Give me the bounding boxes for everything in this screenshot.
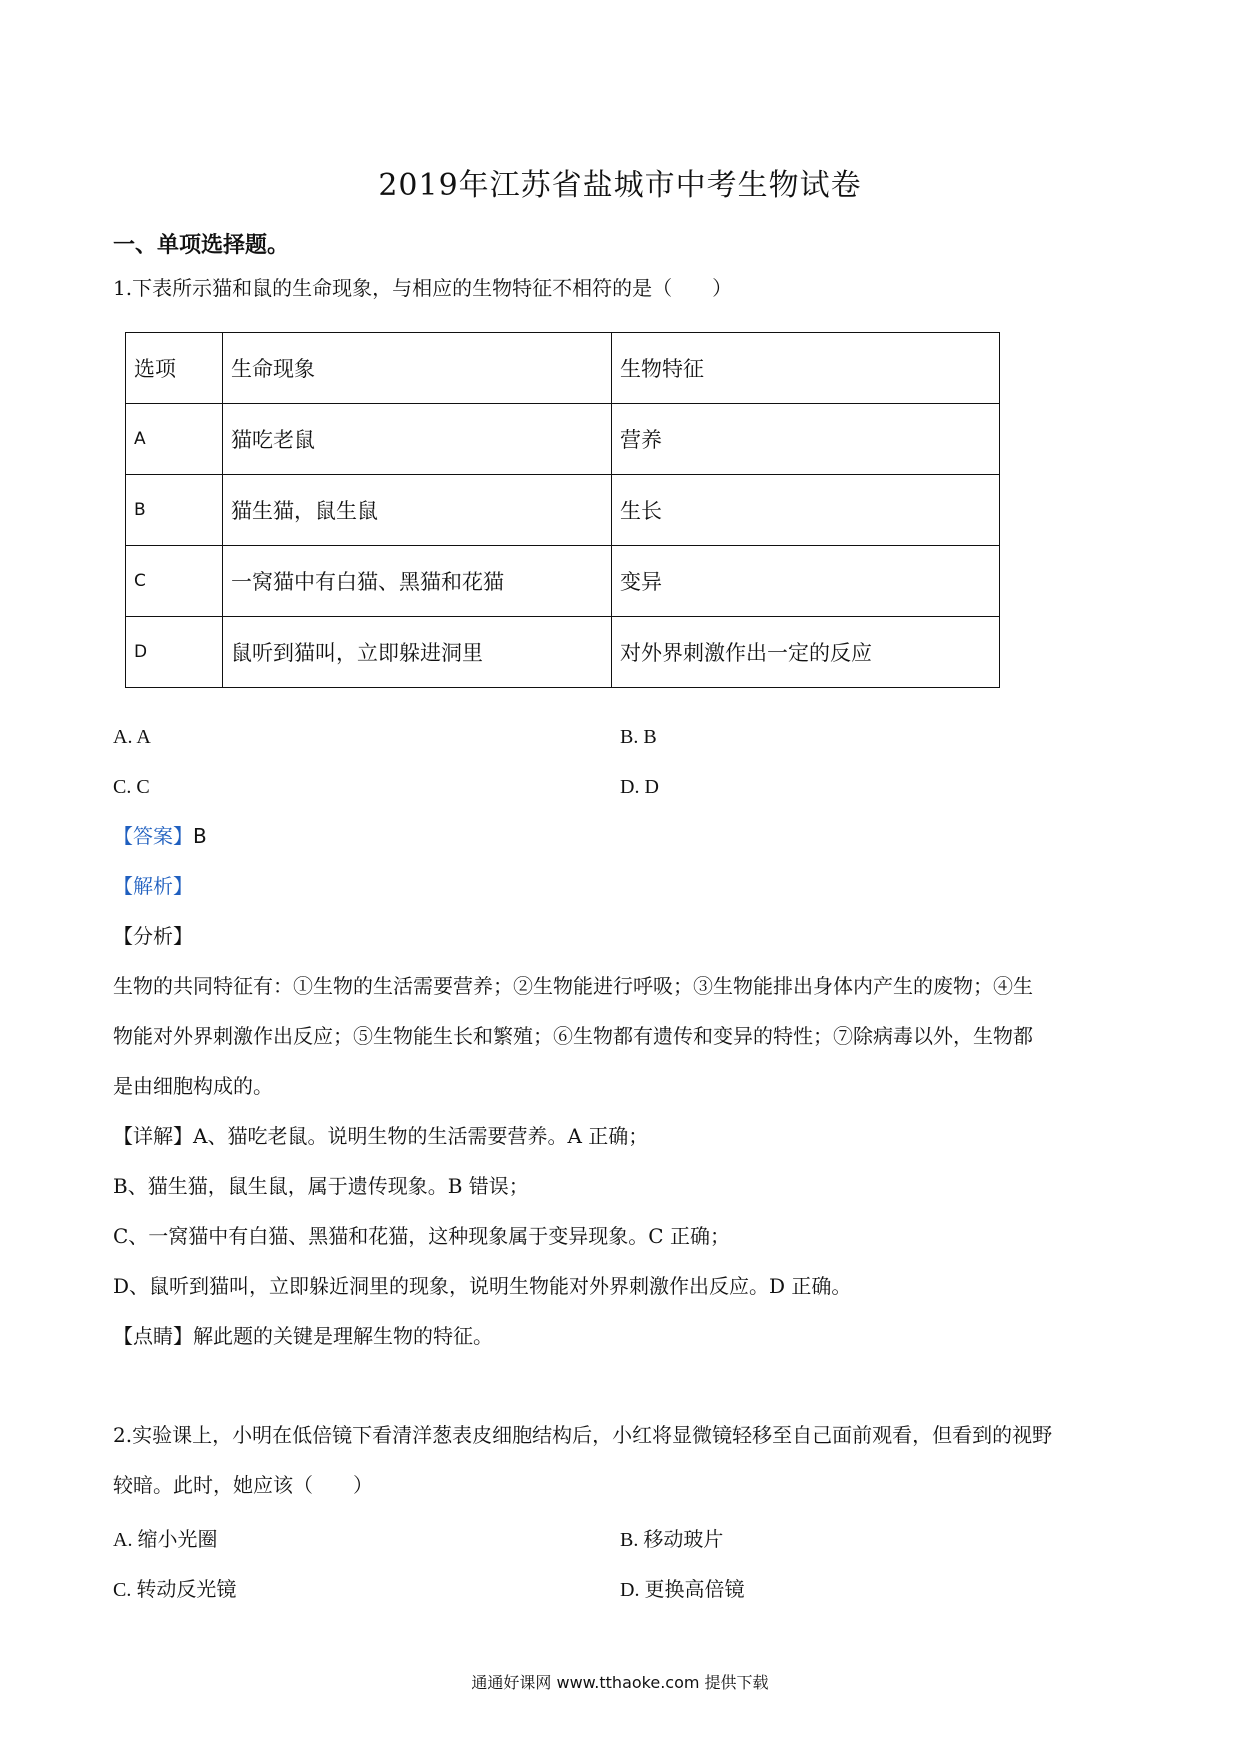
- page-footer: 通通好课网 www.tthaoke.com 提供下载: [471, 1673, 769, 1692]
- fenxi-line: 生物的共同特征有：①生物的生活需要营养；②生物能进行呼吸；③生物能排出身体内产生的废物；④生: [113, 974, 1033, 998]
- question-1-option-a: A. A: [113, 726, 151, 748]
- question-2-option-b: B. 移动玻片: [620, 1529, 724, 1551]
- question-2-option-c: C. 转动反光镜: [113, 1579, 237, 1601]
- answer-value: B: [193, 824, 207, 848]
- table-cell-phenomenon: 鼠听到猫叫，立即躲进洞里: [223, 617, 612, 688]
- table-cell-phenomenon: 猫吃老鼠: [223, 404, 612, 475]
- question-1-table: [125, 332, 1000, 688]
- table-cell-feature: 营养: [612, 404, 1000, 475]
- detail-line: D、鼠听到猫叫，立即躲近洞里的现象，说明生物能对外界刺激作出反应。D 正确。: [113, 1274, 852, 1298]
- question-2-stem-line: 2.实验课上，小明在低倍镜下看清洋葱表皮细胞结构后，小红将显微镜轻移至自己面前观看，但看到的视野: [113, 1423, 1053, 1447]
- detail-line: 【详解】A、猫吃老鼠。说明生物的生活需要营养。A 正确；: [113, 1124, 649, 1148]
- question-2-option-a: A. 缩小光圈: [113, 1529, 218, 1551]
- question-2-option-d: D. 更换高倍镜: [620, 1579, 745, 1601]
- answer-line: [113, 822, 1143, 850]
- table-header-row: [126, 333, 1000, 404]
- table-cell-phenomenon: 一窝猫中有白猫、黑猫和花猫: [223, 546, 612, 617]
- question-2-stem-line: 较暗。此时，她应该（ ）: [113, 1473, 373, 1497]
- table-cell-option: D: [126, 617, 223, 688]
- table-cell-phenomenon: 猫生猫，鼠生鼠: [223, 475, 612, 546]
- table-row: [126, 475, 1000, 546]
- fenxi-line: 是由细胞构成的。: [113, 1074, 273, 1098]
- table-row: [126, 404, 1000, 475]
- table-row: [126, 617, 1000, 688]
- detail-line: C、一窝猫中有白猫、黑猫和花猫，这种现象属于变异现象。C 正确；: [113, 1224, 730, 1248]
- table-header-cell: 生物特征: [612, 333, 1000, 404]
- answer-label: 【答案】: [113, 824, 193, 848]
- table-row: [126, 546, 1000, 617]
- table-cell-option: B: [126, 475, 223, 546]
- table-cell-option: C: [126, 546, 223, 617]
- table-header-cell: 选项: [126, 333, 223, 404]
- question-1-option-d: D. D: [620, 776, 659, 798]
- dianjing-line: 【点睛】解此题的关键是理解生物的特征。: [113, 1324, 493, 1348]
- fenxi-line: 物能对外界刺激作出反应；⑤生物能生长和繁殖；⑥生物都有遗传和变异的特性；⑦除病毒以外，生物都: [113, 1024, 1033, 1048]
- table-cell-feature: 对外界刺激作出一定的反应: [612, 617, 1000, 688]
- section-heading: 一、单项选择题。: [113, 232, 290, 258]
- fenxi-label: 【分析】: [113, 924, 193, 948]
- question-1-stem: 1.下表所示猫和鼠的生命现象，与相应的生物特征不相符的是（ ）: [113, 276, 733, 300]
- table-header-cell: 生命现象: [223, 333, 612, 404]
- page-title: 2019年江苏省盐城市中考生物试卷: [378, 168, 862, 203]
- detail-line: B、猫生猫，鼠生鼠，属于遗传现象。B 错误；: [113, 1174, 529, 1198]
- table-cell-option: A: [126, 404, 223, 475]
- table-cell-feature: 变异: [612, 546, 1000, 617]
- question-1-option-c: C. C: [113, 776, 150, 798]
- table-cell-feature: 生长: [612, 475, 1000, 546]
- question-1-option-b: B. B: [620, 726, 657, 748]
- analysis-label: 【解析】: [113, 874, 193, 898]
